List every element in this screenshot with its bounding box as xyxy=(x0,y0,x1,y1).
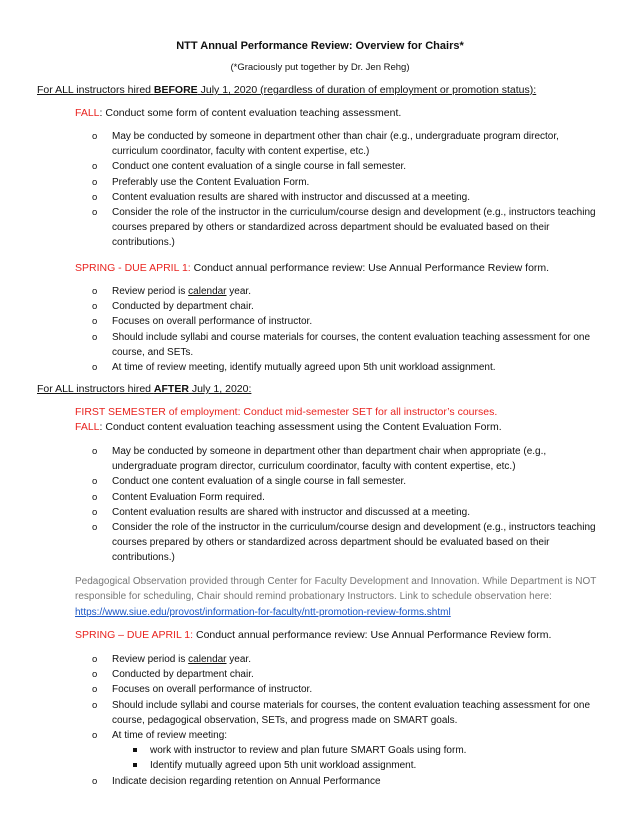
list-item: o Indicate decision regarding retention on Annual Performance xyxy=(92,774,600,789)
item-text: year. xyxy=(226,654,251,665)
heading-text: July 1, 2020: xyxy=(188,383,252,395)
fall-list-after xyxy=(92,444,600,566)
sub-list-item: Identify mutually agreed upon 5th unit workload assignment. xyxy=(112,758,600,773)
section-heading-before xyxy=(37,84,536,96)
spring-instruction-after xyxy=(75,629,551,641)
list-item: o Content evaluation results are shared with instructor and discussed at a meeting. xyxy=(92,505,600,520)
list-item xyxy=(92,652,600,667)
fall-instruction-after xyxy=(75,421,502,433)
forms-link[interactable]: https://www.siue.edu/provost/information-for-faculty/ntt-promotion-review-forms.shtml xyxy=(75,606,451,618)
meeting-sublist xyxy=(112,743,600,773)
list-item: o May be conducted by someone in department other than department chair when appropriate (e.g., undergraduate program director, curriculum coordinator, faculty with content expertise, etc.) xyxy=(92,444,600,474)
item-text: year. xyxy=(226,286,251,297)
fall-list-before xyxy=(92,129,600,251)
list-item: o At time of review meeting, identify mutually agreed upon 5th unit workload assignment. xyxy=(92,360,600,375)
heading-text: For ALL instructors hired xyxy=(37,383,154,395)
section-heading-after xyxy=(37,383,251,395)
list-item: o Focuses on overall performance of instructor. xyxy=(92,314,600,329)
list-item xyxy=(92,728,600,774)
list-item: o Content Evaluation Form required. xyxy=(92,490,600,505)
item-underlined: calendar xyxy=(188,286,227,297)
fall-text: : Conduct some form of content evaluation teaching assessment. xyxy=(99,107,402,119)
list-item: o Should include syllabi and course materials for courses, the content evaluation teaching assessment for one course, and SETs. xyxy=(92,330,600,360)
page-subtitle: (*Graciously put together by Dr. Jen Rehg) xyxy=(230,62,410,73)
spring-text: Conduct annual performance review: Use Annual Performance Review form. xyxy=(190,262,550,274)
heading-text: For ALL instructors hired xyxy=(37,84,154,96)
fall-text: : Conduct content evaluation teaching assessment using the Content Evaluation Form. xyxy=(99,421,502,433)
note-text: Pedagogical Observation provided through Center for Faculty Development and Innovation. While Department is NOT responsible for scheduling, Chair should remind probationary Instructors. Link to schedule observation here: xyxy=(75,576,597,603)
pedagogical-observation-note xyxy=(75,574,600,620)
heading-emphasis: AFTER xyxy=(153,383,189,395)
list-item: o Consider the role of the instructor in the curriculum/course design and development (e.g., instructors teaching courses prepared by others or standardized across department should be evaluated based on their contributions.) xyxy=(92,520,600,566)
spring-text: Conduct annual performance review: Use Annual Performance Review form. xyxy=(193,629,552,641)
spring-instruction-before xyxy=(75,262,549,274)
fall-label: FALL xyxy=(75,107,100,119)
list-item: o Focuses on overall performance of instructor. xyxy=(92,682,600,697)
list-item: o Should include syllabi and course materials for courses, the content evaluation teaching assessment for one course, pedagogical observation, SETs, and progress made on SMART goals. xyxy=(92,698,600,728)
list-item: o Content evaluation results are shared with instructor and discussed at a meeting. xyxy=(92,190,600,205)
list-item: o Conducted by department chair. xyxy=(92,299,600,314)
item-text: Review period is xyxy=(112,286,189,297)
list-item xyxy=(92,284,600,299)
list-item: o Conducted by department chair. xyxy=(92,667,600,682)
fall-instruction-before xyxy=(75,107,401,119)
spring-label: SPRING - DUE APRIL 1: xyxy=(75,262,191,274)
fall-label: FALL xyxy=(75,421,100,433)
list-item: o Conduct one content evaluation of a single course in fall semester. xyxy=(92,474,600,489)
list-item: o Consider the role of the instructor in the curriculum/course design and development (e.g., instructors teaching courses prepared by others or standardized across department should be evaluated based on their contributions.) xyxy=(92,205,600,251)
spring-list-after xyxy=(92,652,600,789)
heading-text: July 1, 2020 (regardless of duration of employment or promotion status): xyxy=(197,84,537,96)
page-title: NTT Annual Performance Review: Overview for Chairs* xyxy=(176,40,464,52)
sub-list-item: work with instructor to review and plan future SMART Goals using form. xyxy=(112,743,600,758)
item-text: Review period is xyxy=(112,654,189,665)
spring-list-before xyxy=(92,284,600,375)
heading-emphasis: BEFORE xyxy=(153,84,198,96)
list-item: o Preferably use the Content Evaluation Form. xyxy=(92,175,600,190)
list-item: o May be conducted by someone in department other than chair (e.g., undergraduate program director, curriculum coordinator, faculty with content expertise, etc.) xyxy=(92,129,600,159)
item-text: At time of review meeting: xyxy=(112,730,228,742)
list-item: o Conduct one content evaluation of a single course in fall semester. xyxy=(92,159,600,174)
spring-label: SPRING – DUE APRIL 1: xyxy=(75,629,194,641)
first-semester-instruction: FIRST SEMESTER of employment: Conduct mid-semester SET for all instructor’s courses. xyxy=(75,406,498,418)
item-underlined: calendar xyxy=(188,654,227,665)
